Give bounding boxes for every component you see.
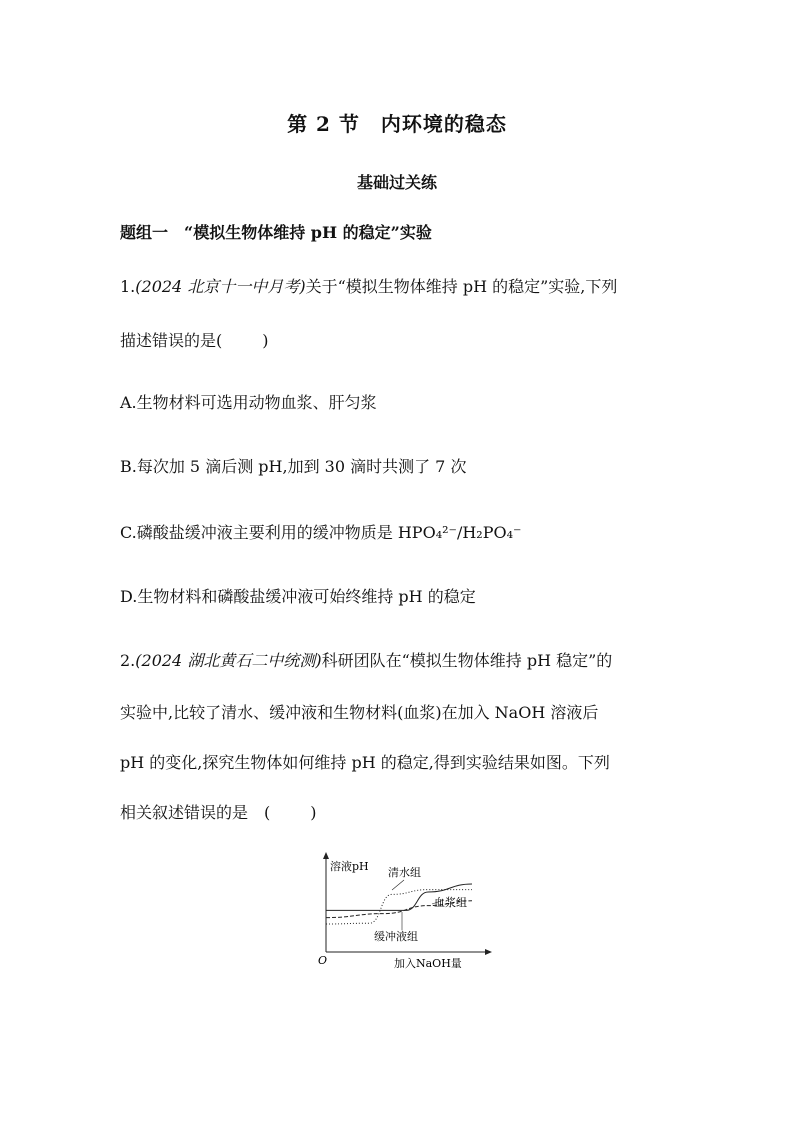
x-axis-label: 加入NaOH量 xyxy=(394,957,462,970)
q1-bracket-open: ( xyxy=(216,331,223,350)
q2-stem-line3: pH 的变化,探究生物体如何维持 pH 的稳定,得到实验结果如图。下列 xyxy=(120,753,610,772)
question-group-heading: 题组一 “模拟生物体维持 pH 的稳定”实验 xyxy=(120,223,432,242)
origin-label: O xyxy=(318,954,328,967)
q2-line2 xyxy=(120,702,700,724)
ph-chart xyxy=(312,852,492,977)
option-text: 磷酸盐缓冲液主要利用的缓冲物质是 HPO₄²⁻/H₂PO₄⁻ xyxy=(136,523,522,542)
option-label: C. xyxy=(120,523,137,542)
y-axis-arrow xyxy=(323,852,329,859)
q1-stem-line2: 描述错误的是 xyxy=(120,331,217,350)
q1-stem-line1: 关于“模拟生物体维持 pH 的稳定”实验,下列 xyxy=(305,277,618,296)
y-axis-label: 溶液pH xyxy=(330,860,369,873)
q2-bracket-open: ( xyxy=(264,803,271,822)
q1-line2 xyxy=(120,330,700,352)
q2-line1 xyxy=(120,650,700,672)
page-title: 第 2 节 内环境的稳态 xyxy=(287,112,507,136)
q2-line3 xyxy=(120,752,700,774)
q1-line1 xyxy=(120,276,700,298)
option-label: D. xyxy=(120,587,138,606)
series-label-water: 清水组 xyxy=(388,866,421,879)
q1-option-c[interactable] xyxy=(120,522,700,544)
q2-stem-line2: 实验中,比较了清水、缓冲液和生物材料(血浆)在加入 NaOH 溶液后 xyxy=(120,703,599,722)
q1-number: 1. xyxy=(120,277,136,296)
option-label: A. xyxy=(120,393,137,412)
q1-option-a[interactable] xyxy=(120,392,700,414)
x-axis-arrow xyxy=(485,949,492,955)
q1-bracket-close: ) xyxy=(262,331,269,350)
q1-source: (2024 北京十一中月考) xyxy=(135,277,306,296)
series-label-buffer: 缓冲液组 xyxy=(374,930,418,943)
option-text: 生物材料可选用动物血浆、肝匀浆 xyxy=(136,393,377,412)
series-label-plasma: 血浆组 xyxy=(434,896,467,909)
option-text: 每次加 5 滴后测 pH,加到 30 滴时共测了 7 次 xyxy=(136,457,467,476)
q2-stem-line4: 相关叙述错误的是 xyxy=(120,803,249,822)
q1-option-d[interactable] xyxy=(120,586,700,608)
q2-line4 xyxy=(120,802,700,824)
section-subtitle: 基础过关练 xyxy=(356,173,437,192)
q2-stem-line1: 科研团队在“模拟生物体维持 pH 稳定”的 xyxy=(321,651,613,670)
q2-bracket-close: ) xyxy=(310,803,317,822)
option-text: 生物材料和磷酸盐缓冲液可始终维持 pH 的稳定 xyxy=(137,587,476,606)
option-label: B. xyxy=(120,457,137,476)
q1-option-b[interactable] xyxy=(120,456,700,478)
q2-source: (2024 湖北黄石二中统测) xyxy=(135,651,322,670)
q2-number: 2. xyxy=(120,651,136,670)
leader-water xyxy=(392,880,404,890)
